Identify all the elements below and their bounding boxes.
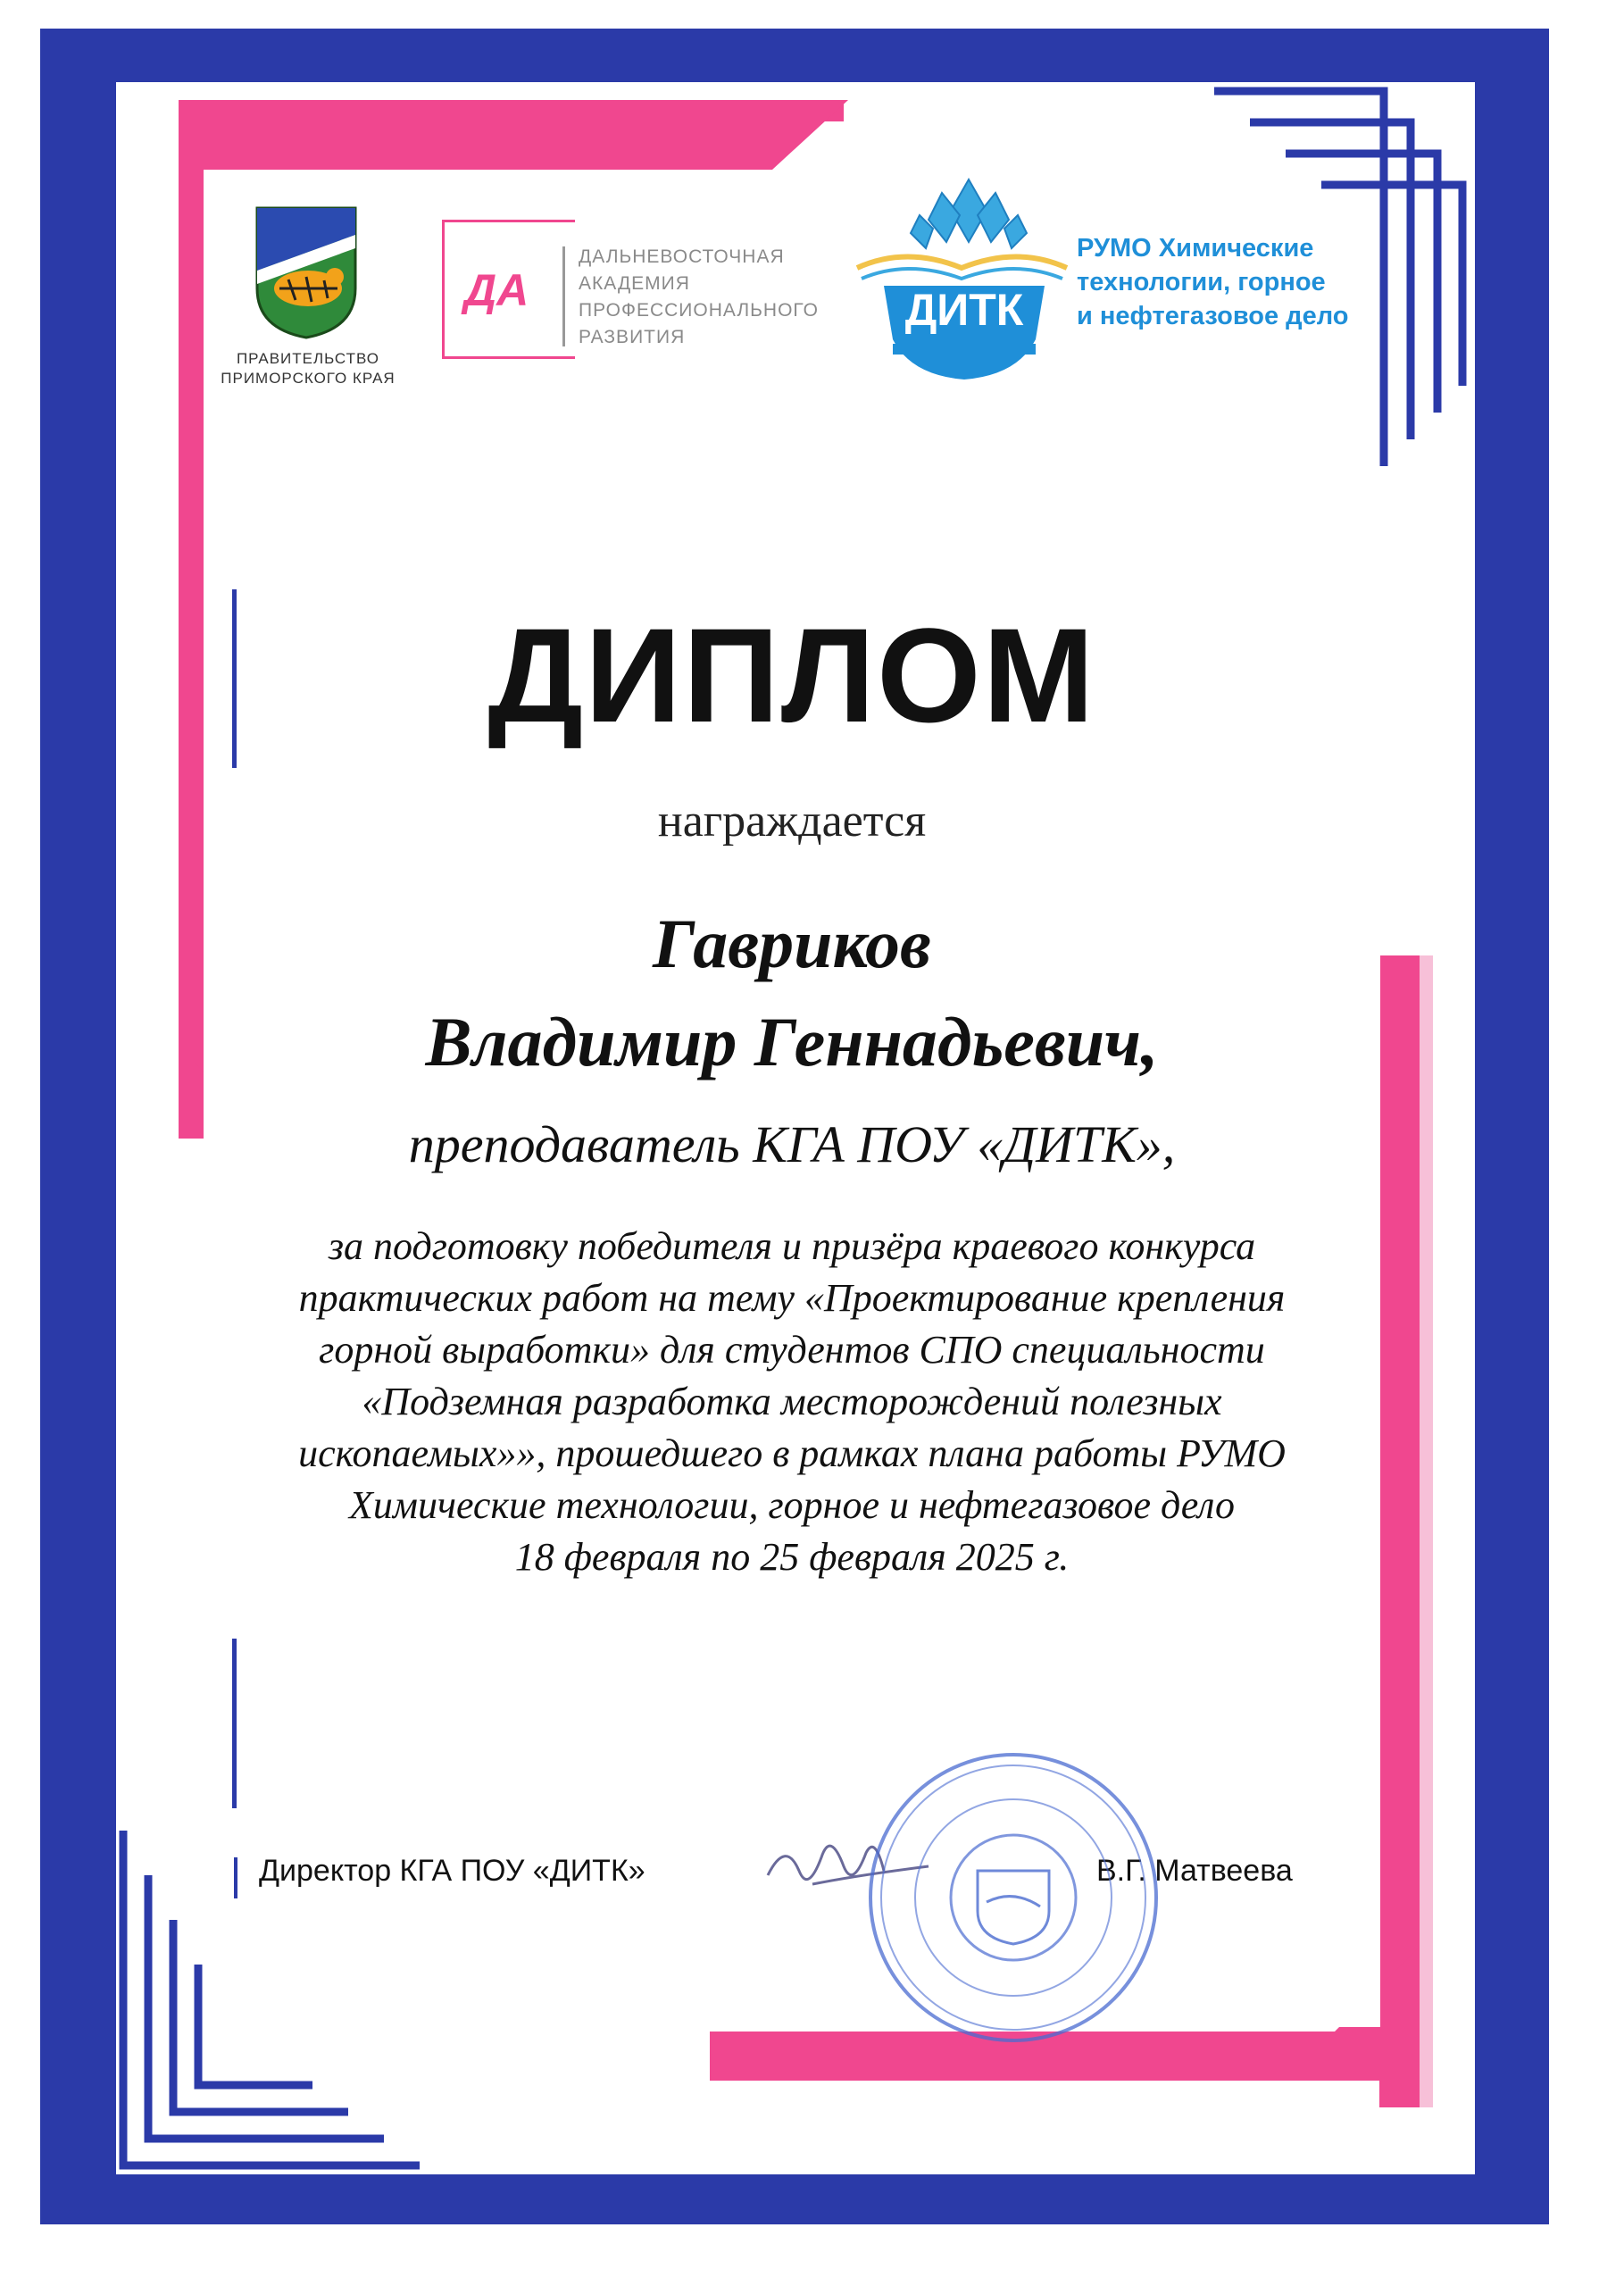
- coat-of-arms-icon: [253, 204, 360, 342]
- reason-line: Химические технологии, горное и нефтегазовое дело: [349, 1483, 1235, 1527]
- accent-sign: [234, 1857, 237, 1898]
- academy-divider: [562, 246, 565, 346]
- frame-right: [1475, 29, 1549, 2224]
- gov-caption-line-1: ПРАВИТЕЛЬСТВО: [236, 350, 380, 367]
- reason-line: 18 февраля по 25 февраля 2025 г.: [514, 1535, 1070, 1579]
- academy-line-3: ПРОФЕССИОНАЛЬНОГО: [579, 300, 819, 321]
- recipient-position: преподаватель КГА ПОУ «ДИТК»,: [408, 1115, 1176, 1173]
- rumo-line-1: РУМО Химические: [1077, 234, 1314, 263]
- ditk-mark: ДИТК: [904, 285, 1024, 335]
- academy-line-2: АКАДЕМИЯ: [579, 273, 690, 294]
- accent-left-lower: [232, 1639, 237, 1808]
- reason-line: горной выработки» для студентов СПО специальности: [319, 1328, 1265, 1372]
- reason-line: ископаемых»», прошедшего в рамках плана работы РУМО: [298, 1431, 1286, 1475]
- rumo-line-2: технологии, горное: [1077, 268, 1326, 296]
- frame-left: [40, 29, 116, 2224]
- pink-corner-top-left: [179, 96, 857, 177]
- recipient-surname: Гавриков: [653, 905, 931, 982]
- recipient-given-names: Владимир Геннадьевич,: [425, 1003, 1159, 1080]
- frame-top: [40, 29, 1549, 82]
- reason-line: практических работ на тему «Проектирование крепления: [298, 1276, 1286, 1320]
- signatory-role: Директор КГА ПОУ «ДИТК»: [259, 1854, 645, 1888]
- reason-line: за подготовку победителя и призёра краевого конкурса: [328, 1224, 1256, 1268]
- academy-line-4: РАЗВИТИЯ: [579, 327, 686, 347]
- diploma-title: ДИПЛОМ: [487, 600, 1096, 750]
- rumo-line-3: и нефтегазовое дело: [1077, 302, 1349, 330]
- gov-caption-line-2: ПРИМОРСКОГО КРАЯ: [221, 370, 396, 387]
- official-stamp: [862, 1746, 1165, 2049]
- frame-bottom: [40, 2174, 1549, 2224]
- reason-line: «Подземная разработка месторождений полезных: [362, 1380, 1222, 1423]
- signatory-name: В.Г. Матвеева: [1096, 1854, 1293, 1888]
- academy-mark: ДА: [464, 265, 529, 315]
- awarded-label: награждается: [657, 796, 927, 847]
- academy-line-1: ДАЛЬНЕВОСТОЧНАЯ: [579, 246, 785, 267]
